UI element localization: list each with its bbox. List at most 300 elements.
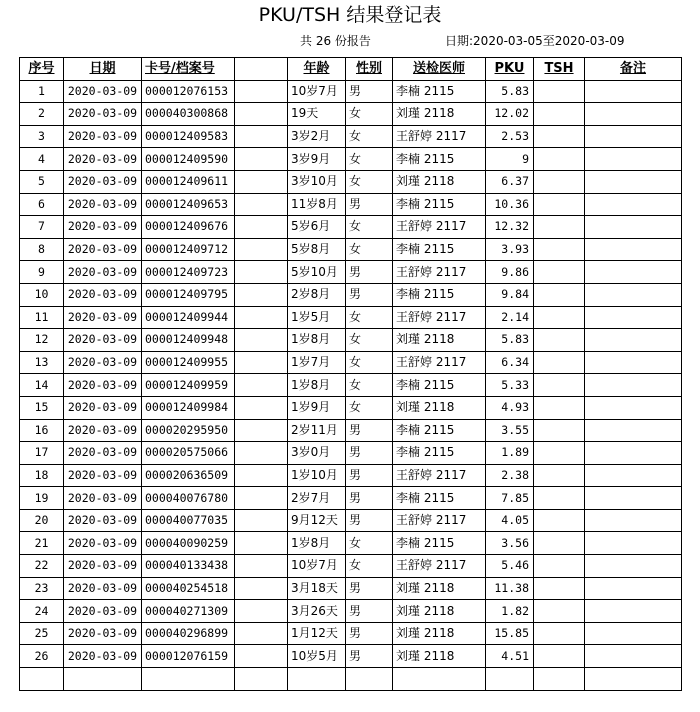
cell-blank	[235, 216, 288, 239]
cell-sex: 女	[346, 351, 393, 374]
cell-blank	[235, 80, 288, 103]
cell-card-number: 000012409959	[142, 374, 235, 397]
col-header-age: 年龄	[288, 58, 346, 81]
cell-index: 1	[20, 80, 64, 103]
table-row	[20, 622, 682, 645]
table-row-empty	[20, 668, 682, 691]
cell-age: 2岁11月	[288, 419, 346, 442]
report-count: 共 26 份报告	[300, 34, 371, 48]
table-row	[20, 329, 682, 352]
cell-tsh	[534, 600, 585, 623]
cell-index: 4	[20, 148, 64, 171]
cell-remarks	[585, 238, 682, 261]
table-row	[20, 396, 682, 419]
cell-sex: 女	[346, 555, 393, 578]
cell-doctor: 刘瑾 2118	[393, 577, 486, 600]
cell-doctor: 李楠 2115	[393, 238, 486, 261]
cell-remarks	[585, 148, 682, 171]
cell-blank	[235, 351, 288, 374]
cell-doctor: 刘瑾 2118	[393, 645, 486, 668]
cell-pku: 2.38	[486, 464, 534, 487]
cell-tsh	[534, 170, 585, 193]
col-header-date: 日期	[64, 58, 142, 81]
cell-blank	[235, 577, 288, 600]
cell-sex: 女	[346, 329, 393, 352]
cell-age: 1岁8月	[288, 329, 346, 352]
cell-doctor: 刘瑾 2118	[393, 103, 486, 126]
cell-pku: 7.85	[486, 487, 534, 510]
cell-pku: 5.83	[486, 329, 534, 352]
cell-doctor: 刘瑾 2118	[393, 396, 486, 419]
table-row	[20, 464, 682, 487]
cell-remarks	[585, 509, 682, 532]
table-row	[20, 600, 682, 623]
cell-age: 3岁0月	[288, 442, 346, 465]
cell-blank	[235, 645, 288, 668]
cell-doctor: 李楠 2115	[393, 80, 486, 103]
cell-date: 2020-03-09	[64, 442, 142, 465]
table-row	[20, 351, 682, 374]
cell-sex: 女	[346, 170, 393, 193]
cell-pku	[486, 668, 534, 691]
col-header-blank	[235, 58, 288, 81]
col-header-pku: PKU	[486, 58, 534, 81]
cell-doctor: 李楠 2115	[393, 374, 486, 397]
cell-age: 10岁7月	[288, 80, 346, 103]
cell-index: 16	[20, 419, 64, 442]
table-row	[20, 283, 682, 306]
cell-tsh	[534, 148, 585, 171]
cell-tsh	[534, 622, 585, 645]
cell-sex: 女	[346, 532, 393, 555]
cell-doctor: 王舒婷 2117	[393, 351, 486, 374]
table-row	[20, 487, 682, 510]
cell-doctor: 王舒婷 2117	[393, 555, 486, 578]
cell-date: 2020-03-09	[64, 283, 142, 306]
cell-sex: 女	[346, 306, 393, 329]
table-row	[20, 103, 682, 126]
cell-remarks	[585, 487, 682, 510]
cell-date: 2020-03-09	[64, 216, 142, 239]
cell-date: 2020-03-09	[64, 170, 142, 193]
cell-doctor: 李楠 2115	[393, 283, 486, 306]
cell-blank	[235, 193, 288, 216]
cell-pku: 12.02	[486, 103, 534, 126]
cell-remarks	[585, 193, 682, 216]
cell-remarks	[585, 80, 682, 103]
cell-age: 1岁9月	[288, 396, 346, 419]
cell-age: 3岁9月	[288, 148, 346, 171]
cell-pku: 9.86	[486, 261, 534, 284]
cell-remarks	[585, 577, 682, 600]
table-row	[20, 80, 682, 103]
cell-date: 2020-03-09	[64, 396, 142, 419]
cell-date: 2020-03-09	[64, 238, 142, 261]
cell-pku: 5.46	[486, 555, 534, 578]
cell-index: 3	[20, 125, 64, 148]
cell-tsh	[534, 80, 585, 103]
cell-card-number: 000040254518	[142, 577, 235, 600]
cell-doctor: 王舒婷 2117	[393, 464, 486, 487]
cell-age: 3岁2月	[288, 125, 346, 148]
cell-age: 10岁7月	[288, 555, 346, 578]
cell-date: 2020-03-09	[64, 351, 142, 374]
cell-sex: 女	[346, 216, 393, 239]
cell-tsh	[534, 329, 585, 352]
cell-index: 2	[20, 103, 64, 126]
cell-blank	[235, 487, 288, 510]
cell-date: 2020-03-09	[64, 532, 142, 555]
cell-card-number: 000040300868	[142, 103, 235, 126]
cell-index: 11	[20, 306, 64, 329]
cell-blank	[235, 103, 288, 126]
cell-doctor	[393, 668, 486, 691]
cell-tsh	[534, 351, 585, 374]
cell-index: 12	[20, 329, 64, 352]
cell-date: 2020-03-09	[64, 509, 142, 532]
col-header-card-number: 卡号/档案号	[142, 58, 235, 81]
cell-sex: 男	[346, 261, 393, 284]
cell-remarks	[585, 464, 682, 487]
cell-age: 10岁5月	[288, 645, 346, 668]
cell-card-number: 000012409948	[142, 329, 235, 352]
cell-pku: 4.93	[486, 396, 534, 419]
cell-card-number: 000012409712	[142, 238, 235, 261]
cell-doctor: 王舒婷 2117	[393, 125, 486, 148]
cell-index: 15	[20, 396, 64, 419]
cell-card-number: 000012409611	[142, 170, 235, 193]
cell-sex: 男	[346, 622, 393, 645]
cell-tsh	[534, 238, 585, 261]
table-row	[20, 509, 682, 532]
cell-pku: 10.36	[486, 193, 534, 216]
cell-blank	[235, 668, 288, 691]
cell-pku: 6.34	[486, 351, 534, 374]
cell-pku: 2.53	[486, 125, 534, 148]
cell-tsh	[534, 216, 585, 239]
cell-card-number: 000012409795	[142, 283, 235, 306]
cell-date: 2020-03-09	[64, 80, 142, 103]
cell-remarks	[585, 329, 682, 352]
cell-remarks	[585, 555, 682, 578]
cell-sex: 男	[346, 464, 393, 487]
cell-remarks	[585, 125, 682, 148]
cell-age: 9月12天	[288, 509, 346, 532]
cell-tsh	[534, 125, 585, 148]
cell-card-number: 000040077035	[142, 509, 235, 532]
report-date-range: 日期:2020-03-05至2020-03-09	[445, 34, 625, 48]
cell-remarks	[585, 442, 682, 465]
cell-doctor: 刘瑾 2118	[393, 170, 486, 193]
cell-pku: 5.83	[486, 80, 534, 103]
cell-tsh	[534, 487, 585, 510]
cell-tsh	[534, 306, 585, 329]
cell-index: 24	[20, 600, 64, 623]
cell-age: 3月26天	[288, 600, 346, 623]
cell-remarks	[585, 261, 682, 284]
cell-doctor: 李楠 2115	[393, 532, 486, 555]
table-row	[20, 193, 682, 216]
cell-blank	[235, 306, 288, 329]
cell-date: 2020-03-09	[64, 645, 142, 668]
cell-date: 2020-03-09	[64, 125, 142, 148]
cell-doctor: 王舒婷 2117	[393, 261, 486, 284]
col-header-doctor: 送检医师	[393, 58, 486, 81]
cell-sex: 男	[346, 80, 393, 103]
cell-age: 5岁6月	[288, 216, 346, 239]
cell-card-number: 000012409944	[142, 306, 235, 329]
cell-age: 1月12天	[288, 622, 346, 645]
cell-card-number: 000040271309	[142, 600, 235, 623]
cell-tsh	[534, 464, 585, 487]
cell-sex: 男	[346, 645, 393, 668]
header-row	[20, 58, 682, 81]
cell-card-number: 000040133438	[142, 555, 235, 578]
cell-tsh	[534, 532, 585, 555]
col-header-index: 序号	[20, 58, 64, 81]
cell-doctor: 刘瑾 2118	[393, 600, 486, 623]
cell-tsh	[534, 645, 585, 668]
cell-tsh	[534, 261, 585, 284]
cell-tsh	[534, 509, 585, 532]
cell-date: 2020-03-09	[64, 577, 142, 600]
cell-card-number: 000012409653	[142, 193, 235, 216]
cell-blank	[235, 329, 288, 352]
cell-index: 25	[20, 622, 64, 645]
cell-tsh	[534, 668, 585, 691]
cell-date: 2020-03-09	[64, 193, 142, 216]
cell-pku: 4.05	[486, 509, 534, 532]
cell-card-number: 000012409955	[142, 351, 235, 374]
cell-age: 5岁8月	[288, 238, 346, 261]
cell-doctor: 李楠 2115	[393, 193, 486, 216]
cell-index: 5	[20, 170, 64, 193]
cell-index: 23	[20, 577, 64, 600]
cell-card-number: 000012409984	[142, 396, 235, 419]
cell-remarks	[585, 396, 682, 419]
cell-index: 14	[20, 374, 64, 397]
cell-blank	[235, 283, 288, 306]
cell-index: 7	[20, 216, 64, 239]
cell-card-number: 000040076780	[142, 487, 235, 510]
results-table	[19, 57, 682, 691]
cell-blank	[235, 261, 288, 284]
report-title: PKU/TSH 结果登记表	[258, 4, 442, 26]
cell-sex: 女	[346, 374, 393, 397]
cell-sex: 男	[346, 509, 393, 532]
cell-pku: 3.55	[486, 419, 534, 442]
cell-card-number: 000012076159	[142, 645, 235, 668]
cell-age: 19天	[288, 103, 346, 126]
cell-date: 2020-03-09	[64, 419, 142, 442]
cell-index: 22	[20, 555, 64, 578]
cell-index: 26	[20, 645, 64, 668]
table-row	[20, 374, 682, 397]
cell-sex: 男	[346, 419, 393, 442]
cell-sex: 女	[346, 396, 393, 419]
cell-remarks	[585, 645, 682, 668]
cell-sex: 男	[346, 283, 393, 306]
cell-pku: 11.38	[486, 577, 534, 600]
cell-sex: 男	[346, 487, 393, 510]
cell-doctor: 李楠 2115	[393, 148, 486, 171]
cell-pku: 12.32	[486, 216, 534, 239]
cell-card-number: 000012409583	[142, 125, 235, 148]
cell-pku: 3.93	[486, 238, 534, 261]
cell-tsh	[534, 419, 585, 442]
cell-date: 2020-03-09	[64, 374, 142, 397]
cell-tsh	[534, 442, 585, 465]
cell-index: 17	[20, 442, 64, 465]
cell-index: 13	[20, 351, 64, 374]
table-row	[20, 261, 682, 284]
cell-tsh	[534, 374, 585, 397]
cell-doctor: 王舒婷 2117	[393, 216, 486, 239]
cell-age: 1岁8月	[288, 374, 346, 397]
cell-remarks	[585, 374, 682, 397]
cell-tsh	[534, 193, 585, 216]
cell-date: 2020-03-09	[64, 600, 142, 623]
cell-date: 2020-03-09	[64, 622, 142, 645]
table-row	[20, 442, 682, 465]
cell-age: 1岁5月	[288, 306, 346, 329]
cell-blank	[235, 600, 288, 623]
cell-date: 2020-03-09	[64, 464, 142, 487]
table-row	[20, 125, 682, 148]
cell-blank	[235, 555, 288, 578]
cell-sex: 女	[346, 238, 393, 261]
cell-index: 18	[20, 464, 64, 487]
table-row	[20, 577, 682, 600]
cell-sex: 男	[346, 193, 393, 216]
cell-blank	[235, 532, 288, 555]
cell-remarks	[585, 622, 682, 645]
cell-date	[64, 668, 142, 691]
cell-card-number: 000012409590	[142, 148, 235, 171]
cell-pku: 3.56	[486, 532, 534, 555]
cell-blank	[235, 238, 288, 261]
table-row	[20, 419, 682, 442]
cell-age	[288, 668, 346, 691]
col-header-remarks: 备注	[585, 58, 682, 81]
cell-blank	[235, 125, 288, 148]
cell-age: 1岁10月	[288, 464, 346, 487]
cell-age: 3岁10月	[288, 170, 346, 193]
cell-doctor: 王舒婷 2117	[393, 306, 486, 329]
cell-card-number: 000020636509	[142, 464, 235, 487]
cell-doctor: 李楠 2115	[393, 442, 486, 465]
cell-remarks	[585, 103, 682, 126]
cell-index: 9	[20, 261, 64, 284]
cell-age: 1岁8月	[288, 532, 346, 555]
cell-blank	[235, 509, 288, 532]
cell-index	[20, 668, 64, 691]
cell-age: 11岁8月	[288, 193, 346, 216]
cell-card-number: 000012076153	[142, 80, 235, 103]
cell-remarks	[585, 283, 682, 306]
cell-sex	[346, 668, 393, 691]
cell-index: 10	[20, 283, 64, 306]
cell-sex: 男	[346, 442, 393, 465]
cell-remarks	[585, 532, 682, 555]
cell-doctor: 刘瑾 2118	[393, 329, 486, 352]
cell-card-number: 000040296899	[142, 622, 235, 645]
cell-date: 2020-03-09	[64, 555, 142, 578]
cell-index: 8	[20, 238, 64, 261]
cell-index: 20	[20, 509, 64, 532]
cell-doctor: 李楠 2115	[393, 487, 486, 510]
cell-doctor: 王舒婷 2117	[393, 509, 486, 532]
cell-blank	[235, 170, 288, 193]
cell-card-number: 000020575066	[142, 442, 235, 465]
cell-blank	[235, 622, 288, 645]
table-row	[20, 555, 682, 578]
table-row	[20, 645, 682, 668]
cell-blank	[235, 464, 288, 487]
cell-age: 3月18天	[288, 577, 346, 600]
cell-card-number: 000040090259	[142, 532, 235, 555]
cell-doctor: 刘瑾 2118	[393, 622, 486, 645]
cell-pku: 5.33	[486, 374, 534, 397]
cell-remarks	[585, 216, 682, 239]
cell-date: 2020-03-09	[64, 261, 142, 284]
cell-blank	[235, 148, 288, 171]
cell-card-number: 000012409723	[142, 261, 235, 284]
cell-blank	[235, 374, 288, 397]
cell-remarks	[585, 170, 682, 193]
cell-remarks	[585, 306, 682, 329]
cell-date: 2020-03-09	[64, 306, 142, 329]
cell-index: 21	[20, 532, 64, 555]
cell-sex: 女	[346, 148, 393, 171]
cell-remarks	[585, 668, 682, 691]
cell-remarks	[585, 351, 682, 374]
cell-pku: 1.89	[486, 442, 534, 465]
cell-pku: 6.37	[486, 170, 534, 193]
cell-index: 6	[20, 193, 64, 216]
cell-date: 2020-03-09	[64, 329, 142, 352]
cell-age: 1岁7月	[288, 351, 346, 374]
cell-age: 2岁8月	[288, 283, 346, 306]
cell-sex: 男	[346, 577, 393, 600]
cell-pku: 9	[486, 148, 534, 171]
cell-card-number: 000012409676	[142, 216, 235, 239]
cell-tsh	[534, 396, 585, 419]
cell-age: 2岁7月	[288, 487, 346, 510]
table-row	[20, 532, 682, 555]
cell-pku: 9.84	[486, 283, 534, 306]
cell-doctor: 李楠 2115	[393, 419, 486, 442]
cell-date: 2020-03-09	[64, 487, 142, 510]
col-header-sex: 性别	[346, 58, 393, 81]
table-row	[20, 216, 682, 239]
cell-card-number	[142, 668, 235, 691]
table-row	[20, 148, 682, 171]
cell-pku: 2.14	[486, 306, 534, 329]
cell-sex: 女	[346, 125, 393, 148]
cell-blank	[235, 396, 288, 419]
table-row	[20, 170, 682, 193]
cell-date: 2020-03-09	[64, 148, 142, 171]
cell-tsh	[534, 103, 585, 126]
cell-card-number: 000020295950	[142, 419, 235, 442]
cell-tsh	[534, 577, 585, 600]
cell-blank	[235, 442, 288, 465]
cell-date: 2020-03-09	[64, 103, 142, 126]
table-row	[20, 306, 682, 329]
cell-age: 5岁10月	[288, 261, 346, 284]
cell-index: 19	[20, 487, 64, 510]
